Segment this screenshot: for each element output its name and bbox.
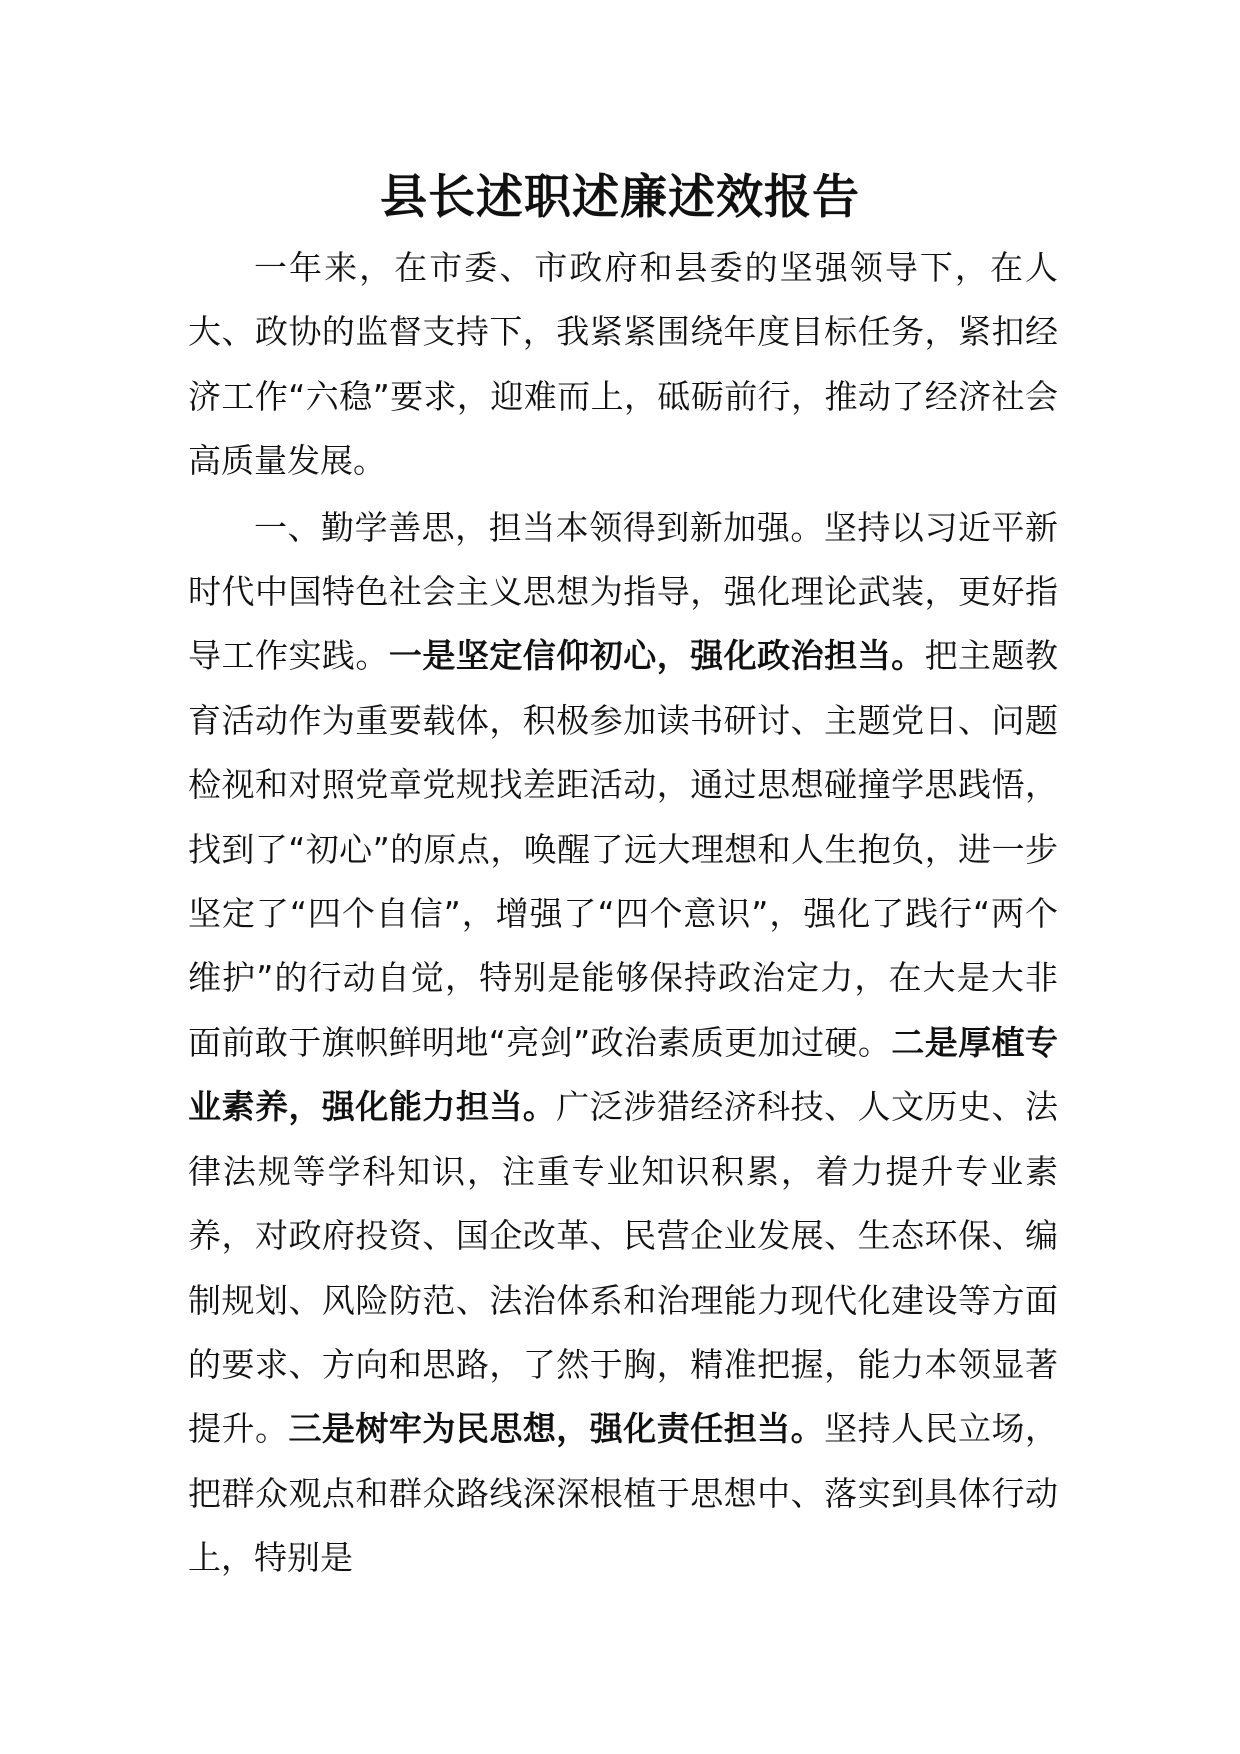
section-one-text-4: 坚持人民立场，把群众观点和群众路线深深根植于思想中、落实到具体行动上，特别是 [188, 1409, 1059, 1578]
section-one-text-3: 广泛涉猎经济科技、人文历史、法律法规等学科知识，注重专业知识积累，着力提升专业素养，对政府投资、国企改革、民营企业发展、生态环保、编制规划、风险防范、法治体系和治理能力现代化建设等方面的要求、方向和思路，了然于胸，精准把握，能力本领显著提升。 [188, 1087, 1059, 1449]
point-one-heading: 一是坚定信仰初心，强化政治担当。 [388, 636, 925, 676]
section-one-paragraph [188, 496, 1058, 1591]
section-one-text-2: 把主题教育活动作为重要载体，积极参加读书研讨、主题党日、问题检视和对照党章党规找差距活动，通过思想碰撞学思践悟，找到了“初心”的原点，唤醒了远大理想和人生抱负，进一步坚定了“四个自信”，增强了“四个意识”，强化了践行“两个维护”的行动自觉，特别是能够保持政治定力，在大是大非面前敢于旗帜鲜明地“亮剑”政治素质更加过硬。 [188, 636, 1059, 1062]
intro-text: 一年来，在市委、市政府和县委的坚强领导下，在人大、政协的监督支持下，我紧紧围绕年度目标任务，紧扣经济工作“六稳”要求，迎难而上，砥砺前行，推动了经济社会高质量发展。 [188, 248, 1058, 481]
section-one-heading: 一、勤学善思，担当本领得到新加强。 [254, 507, 824, 547]
section-one-text-1: 坚持以习近平新时代中国特色社会主义思想为指导，强化理论武装，更好指导工作实践。 [188, 507, 1059, 676]
intro-paragraph [188, 236, 1058, 494]
document-body [188, 236, 1058, 1591]
point-three-heading: 三是树牢为民思想，强化责任担当。 [288, 1409, 825, 1449]
point-two-heading: 二是厚植专业素养，强化能力担当。 [188, 1022, 1058, 1127]
document-title: 县长述职述廉述效报告 [380, 170, 860, 225]
